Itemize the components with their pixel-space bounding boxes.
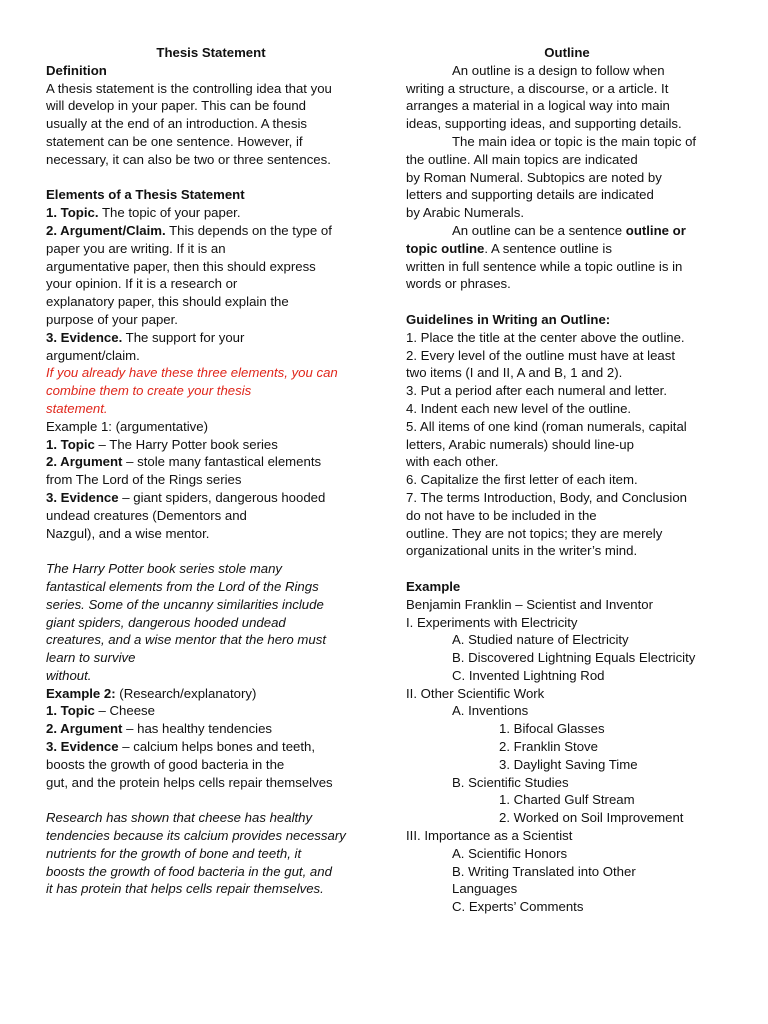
example-2-evidence-text: – calcium helps bones and teeth,	[118, 739, 316, 755]
example-1-evidence-line: Nazgul), and a wise mentor.	[46, 525, 210, 541]
example-1-evidence	[46, 489, 376, 507]
example-2-heading	[46, 685, 376, 703]
example-1-statement-line: fantastical elements from the Lord of the Rings	[46, 578, 319, 594]
outline-item: 1. Bifocal Glasses	[499, 721, 605, 737]
outline-title: Outline	[544, 45, 590, 60]
outline-item: III. Importance as a Scientist	[406, 828, 573, 844]
guideline-line: 6. Capitalize the first letter of each item.	[406, 472, 638, 488]
outline-para-3-line	[406, 240, 728, 258]
element-argument-text: This depends on the type of	[165, 222, 332, 238]
outline-item: C. Experts’ Comments	[452, 899, 584, 915]
example-2-statement-line: Research has shown that cheese has healthy	[46, 810, 313, 826]
example-2-topic-label: 1. Topic	[46, 703, 95, 719]
outline-item: II. Other Scientific Work	[406, 685, 545, 701]
outline-item: A. Inventions	[452, 703, 529, 719]
example-2-statement-line: nutrients for the growth of bone and teeth, it	[46, 845, 302, 861]
guideline-line: 3. Put a period after each numeral and letter.	[406, 383, 667, 399]
guideline-line: two items (I and II, A and B, 1 and 2).	[406, 365, 623, 381]
outline-para-3-bold: outline or	[625, 222, 686, 238]
note-line: statement.	[46, 400, 108, 416]
definition-line: will develop in your paper. This can be found	[46, 98, 307, 114]
example-1-statement-line: The Harry Potter book series stole many	[46, 561, 283, 577]
element-argument	[46, 222, 376, 240]
element-argument-line: paper you are writing. If it is an	[46, 240, 226, 256]
example-2-argument-text: – has healthy tendencies	[122, 721, 273, 737]
outline-item: C. Invented Lightning Rod	[452, 667, 605, 683]
outline-para-2-line: by Roman Numeral. Subtopics are noted by	[406, 169, 662, 185]
outline-para-2-line: the outline. All main topics are indicated	[406, 151, 638, 167]
example-1-topic-label: 1. Topic	[46, 436, 95, 452]
element-argument-line: argumentative paper, then this should express	[46, 258, 316, 274]
definition-line: usually at the end of an introduction. A thesis	[46, 116, 307, 132]
element-evidence-label: 3. Evidence.	[46, 329, 123, 345]
guideline-line: do not have to be included in the	[406, 507, 597, 523]
outline-para-3-text: An outline can be a sentence	[452, 222, 626, 238]
note-line: If you already have these three elements, you can	[46, 365, 338, 381]
example-1-argument-text: – stole many fantastical elements	[122, 454, 322, 470]
outline-item: 2. Worked on Soil Improvement	[499, 810, 684, 826]
example-2-label: Example 2:	[46, 685, 116, 701]
outline-para-1-line: An outline is a design to follow when	[452, 62, 665, 78]
definition-heading: Definition	[46, 62, 107, 78]
outline-item: A. Studied nature of Electricity	[452, 632, 629, 648]
outline-item: 2. Franklin Stove	[499, 739, 598, 755]
example-1-statement-line: creatures, and a wise mentor that the hero must	[46, 632, 327, 648]
example-1-heading: Example 1: (argumentative)	[46, 418, 208, 434]
elements-heading: Elements of a Thesis Statement	[46, 187, 245, 203]
guideline-line: with each other.	[406, 454, 499, 470]
outline-para-2-line: The main idea or topic is the main topic of	[452, 133, 697, 149]
example-2-statement-line: it has protein that helps cells repair themselves.	[46, 881, 324, 897]
definition-line: necessary, it can also be two or three sentences.	[46, 151, 331, 167]
example-heading: Example	[406, 578, 461, 594]
outline-item: 1. Charted Gulf Stream	[499, 792, 635, 808]
outline-para-3-line	[406, 222, 728, 240]
guideline-line: 5. All items of one kind (roman numerals, capital	[406, 418, 687, 434]
element-argument-line: your opinion. If it is a research or	[46, 276, 238, 292]
note-line: combine them to create your thesis	[46, 383, 252, 399]
outline-column	[406, 44, 728, 916]
outline-item: Languages	[452, 881, 518, 897]
example-1-topic-text: – The Harry Potter book series	[94, 436, 278, 452]
guideline-line: 1. Place the title at the center above the outline.	[406, 329, 685, 345]
thesis-statement-column	[46, 44, 376, 898]
guideline-line: organizational units in the writer’s mind.	[406, 543, 638, 559]
example-2-statement-line: tendencies because its calcium provides necessary	[46, 828, 346, 844]
example-1-statement-line: learn to survive	[46, 650, 136, 666]
outline-para-1-line: arranges a material in a logical way into main	[406, 98, 670, 114]
guidelines-heading: Guidelines in Writing an Outline:	[406, 311, 611, 327]
guideline-line: outline. They are not topics; they are merely	[406, 525, 663, 541]
example-2-evidence-line: gut, and the protein helps cells repair themselves	[46, 774, 333, 790]
element-argument-label: 2. Argument/Claim.	[46, 222, 166, 238]
example-2-topic	[46, 702, 376, 720]
outline-para-3-line: words or phrases.	[406, 276, 511, 292]
element-argument-line: purpose of your paper.	[46, 311, 178, 327]
example-1-statement-line: giant spiders, dangerous hooded undead	[46, 614, 286, 630]
element-evidence-text: The support for your	[122, 329, 245, 345]
example-1-statement-line: without.	[46, 667, 92, 683]
example-2-argument	[46, 720, 376, 738]
outline-para-2-line: letters and supporting details are indicated	[406, 187, 654, 203]
example-1-statement-line: series. Some of the uncanny similarities include	[46, 596, 324, 612]
example-1-argument-line: from The Lord of the Rings series	[46, 472, 242, 488]
outline-para-1-line: ideas, supporting ideas, and supporting details.	[406, 116, 682, 132]
example-2-evidence	[46, 738, 376, 756]
example-2-statement-line: boosts the growth of food bacteria in the gut, and	[46, 863, 332, 879]
example-1-topic	[46, 436, 376, 454]
example-1-evidence-text: – giant spiders, dangerous hooded	[118, 489, 326, 505]
example-2-argument-label: 2. Argument	[46, 721, 123, 737]
example-2-evidence-label: 3. Evidence	[46, 739, 119, 755]
outline-item: B. Writing Translated into Other	[452, 863, 636, 879]
example-1-evidence-line: undead creatures (Dementors and	[46, 507, 247, 523]
outline-para-3-line: written in full sentence while a topic outline is in	[406, 258, 683, 274]
example-2-topic-text: – Cheese	[94, 703, 155, 719]
element-topic-text: The topic of your paper.	[98, 205, 241, 221]
example-1-argument-label: 2. Argument	[46, 454, 123, 470]
outline-para-1-line: writing a structure, a discourse, or a article. It	[406, 80, 669, 96]
outline-para-2-line: by Arabic Numerals.	[406, 205, 524, 221]
element-evidence-line: argument/claim.	[46, 347, 140, 363]
element-argument-line: explanatory paper, this should explain the	[46, 294, 289, 310]
definition-paragraph	[46, 80, 376, 169]
guideline-line: letters, Arabic numerals) should line-up	[406, 436, 634, 452]
example-title: Benjamin Franklin – Scientist and Inventor	[406, 596, 654, 612]
element-evidence	[46, 329, 376, 347]
outline-item: B. Scientific Studies	[452, 774, 569, 790]
example-2-type: (Research/explanatory)	[115, 685, 257, 701]
element-topic-label: 1. Topic.	[46, 205, 99, 221]
guideline-line: 7. The terms Introduction, Body, and Conclusion	[406, 489, 687, 505]
example-2-evidence-line: boosts the growth of good bacteria in the	[46, 756, 285, 772]
element-topic	[46, 204, 376, 222]
outline-item: A. Scientific Honors	[452, 845, 568, 861]
guideline-line: 2. Every level of the outline must have at least	[406, 347, 676, 363]
guideline-line: 4. Indent each new level of the outline.	[406, 400, 632, 416]
outline-item: 3. Daylight Saving Time	[499, 756, 638, 772]
outline-item: B. Discovered Lightning Equals Electricity	[452, 650, 696, 666]
definition-line: A thesis statement is the controlling idea that you	[46, 80, 332, 96]
thesis-statement-title: Thesis Statement	[156, 45, 266, 60]
definition-line: statement can be one sentence. However, if	[46, 133, 303, 149]
outline-para-3-text: . A sentence outline is	[484, 240, 612, 256]
outline-item: I. Experiments with Electricity	[406, 614, 578, 630]
example-1-evidence-label: 3. Evidence	[46, 489, 119, 505]
example-1-argument	[46, 453, 376, 471]
outline-para-3-bold: topic outline	[406, 240, 485, 256]
